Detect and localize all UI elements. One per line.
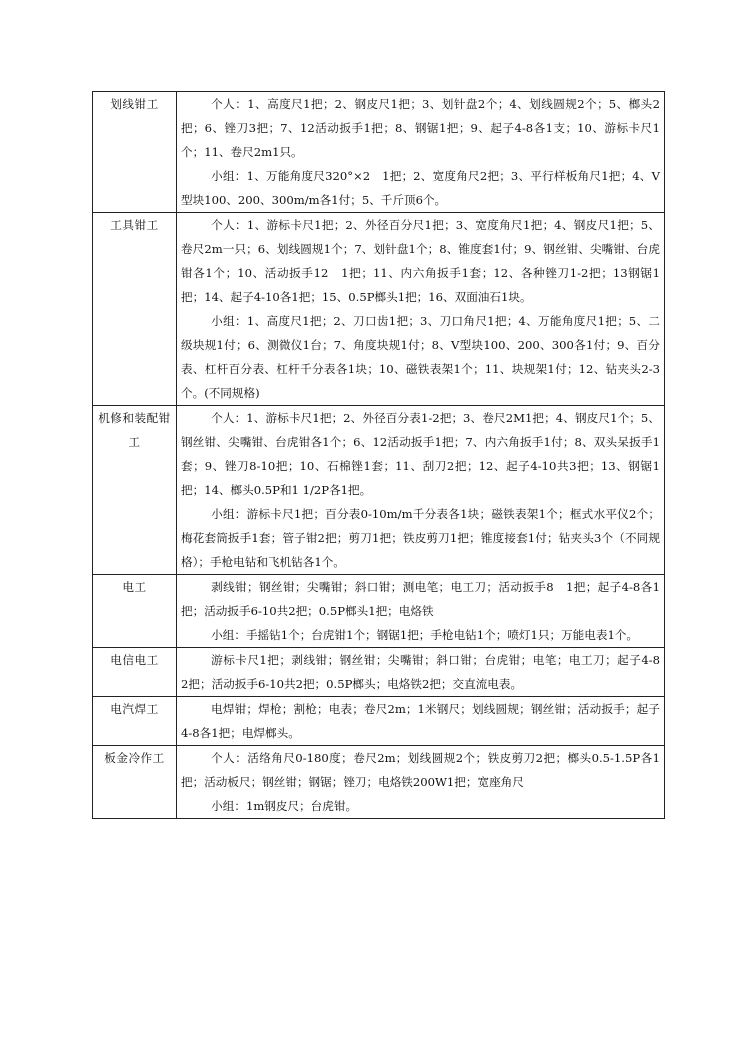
tool-list-cell <box>177 697 665 746</box>
table-row <box>93 697 665 746</box>
tool-paragraph: 小组：游标卡尺1把；百分表0-10m/m千分表各1块；磁铁表架1个；框式水平仪2个；梅花套筒扳手1套；管子钳2把；剪刀1把；铁皮剪刀1把；锥度接套1付；钻夹头3个（不同规格）；手枪电钻和飞机钻各1个。 <box>181 507 660 569</box>
tool-paragraph: 小组：1、万能角度尺320°×2 1把；2、宽度角尺2把；3、平行样板角尺1把；4、V型块100、200、300m/m各1付；5、千斤顶6个。 <box>181 169 660 207</box>
tool-paragraph: 小组：手摇钻1个；台虎钳1个；钢锯1把；手枪电钻1个；喷灯1只；万能电表1个。 <box>211 628 639 642</box>
table-row <box>93 92 665 213</box>
trade-name-cell: 划线钳工 <box>93 92 177 213</box>
tool-paragraph: 个人：活络角尺0-180度；卷尺2m；划线圆规2个；铁皮剪刀2把；榔头0.5-1.5P各1把；活动板尺；钢丝钳；钢锯；锉刀；电烙铁200W1把；宽座角尺 <box>181 751 660 789</box>
document-page <box>92 91 676 819</box>
tool-paragraph: 小组：1、高度尺1把；2、刀口齿1把；3、刀口角尺1把；4、万能角度尺1把；5、二级块规1付；6、测微仪1台；7、角度块规1付；8、V型块100、200、300各1付；9、百分表、杠杆百分表、杠杆千分表各1块；10、磁铁表架1个；11、块规架1付；12、钻夹头2-3个。(不同规格) <box>181 314 660 400</box>
table-row <box>93 746 665 819</box>
trade-name-cell: 电汽焊工 <box>93 697 177 746</box>
tool-list-cell <box>177 406 665 575</box>
tool-paragraph: 个人：1、游标卡尺1把；2、外径百分尺1把；3、宽度角尺1把；4、钢皮尺1把；5、卷尺2m一只；6、划线圆规1个；7、划针盘1个；8、锥度套1付；9、钢丝钳、尖嘴钳、台虎钳各1个；10、活动扳手12 1把；11、内六角扳手1套；12、各种锉刀1-2把；13钢锯1把；14、起子4-10各1把；15、0.5P榔头1把；16、双面油石1块。 <box>181 218 660 304</box>
table-row <box>93 406 665 575</box>
trade-name-cell: 机修和装配钳工 <box>93 406 177 575</box>
tool-list-cell <box>177 575 665 648</box>
trade-name-cell: 电工 <box>93 575 177 648</box>
tool-paragraph: 游标卡尺1把；剥线钳；钢丝钳；尖嘴钳；斜口钳；台虎钳；电笔；电工刀；起子4-8 2把；活动扳手6-10共2把；0.5P榔头；电烙铁2把；交直流电表。 <box>181 653 676 691</box>
tool-list-table <box>92 91 676 819</box>
trade-name-cell: 工具钳工 <box>93 213 177 406</box>
tool-list-cell <box>177 746 665 819</box>
trade-name-cell: 电信电工 <box>93 648 177 697</box>
tool-list-cell <box>177 213 665 406</box>
table-row <box>93 213 665 406</box>
tool-list-cell <box>177 648 676 697</box>
tool-paragraph: 个人：1、高度尺1把；2、钢皮尺1把；3、划针盘2个；4、划线圆规2个；5、榔头2把；6、锉刀3把；7、12活动扳手1把；8、钢锯1把；9、起子4-8各1支；10、游标卡尺1个；11、卷尺2m1只。 <box>181 97 660 159</box>
tool-paragraph: 个人：1、游标卡尺1把；2、外径百分表1-2把；3、卷尺2M1把；4、钢皮尺1个；5、钢丝钳、尖嘴钳、台虎钳各1个；6、12活动扳手1把；7、内六角扳手1付；8、双头呆扳手1套；9、锉刀8-10把；10、石棉锉1套；11、刮刀2把；12、起子4-10共3把；13、钢锯1把；14、榔头0.5P和1 1/2P各1把。 <box>181 411 660 497</box>
tool-paragraph: 电焊钳；焊枪；割枪；电表；卷尺2m；1米钢尺；划线圆规；钢丝钳；活动扳手；起子4-8各1把；电焊榔头。 <box>181 702 660 740</box>
table-row <box>93 575 665 648</box>
trade-name-cell: 板金冷作工 <box>93 746 177 819</box>
table-row <box>93 648 665 697</box>
tool-list-cell <box>177 92 665 213</box>
tool-paragraph: 剥线钳；钢丝钳；尖嘴钳；斜口钳；测电笔；电工刀；活动扳手8 1把；起子4-8各1把；活动扳手6-10共2把；0.5P榔头1把；电烙铁 <box>181 580 660 618</box>
tool-paragraph: 小组：1m钢皮尺；台虎钳。 <box>211 799 358 813</box>
